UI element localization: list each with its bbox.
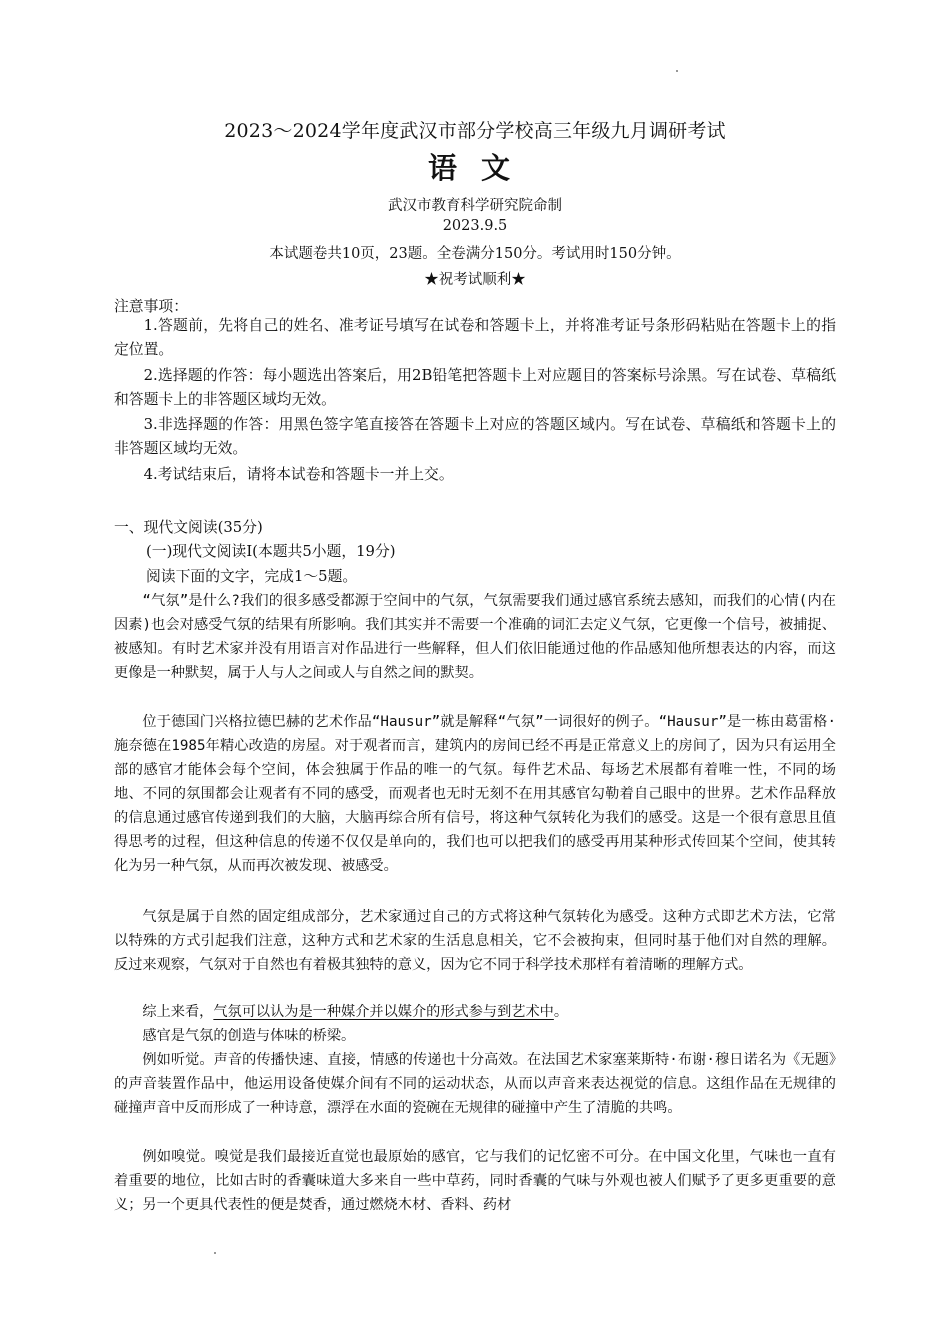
passage-paragraph: 位于德国门兴格拉德巴赫的艺术作品“Hausur”就是解释“气氛”一词很好的例子。“Hausur”是一栋由葛雷格·施奈德在1985年精心改造的房屋。对于观者而言，建筑内的房间已经不再是正常意义上的房间了，因为只有运用全部的感官才能体会每个空间，体会独属于作品的唯一的气氛。每件艺术品、每场艺术展都有着唯一性，不同的场地、不同的氛围都会让观者有不同的感受，而观者也无时无刻不在用其感官勾勒着自己眼中的世界。艺术作品释放的信息通过感官传递到我们的大脑，大脑再综合所有信号，将这种气氛转化为我们的感受。这是一个很有意思且值得思考的过程，但这种信息的传递不仅仅是单向的，我们也可以把我们的感受再用某种形式传回某个空间，使其转化为另一种气氛，从而再次被发现、被感受。 <box>114 714 836 874</box>
passage-paragraph: “气氛”是什么?我们的很多感受都源于空间中的气氛，气氛需要我们通过感官系统去感知，而我们的心情(内在因素)也会对感受气氛的结果有所影响。我们其实并不需要一个准确的词汇去定义气氛，它更像一个信号，被捕捉、被感知。有时艺术家并没有用语言对作品进行一些解释，但人们依旧能通过他的作品感知他所想表达的内容，而这更像是一种默契，属于人与人之间或人与自然之间的默契。 <box>114 593 836 681</box>
content-block <box>114 292 836 1213</box>
passage-paragraph: 气氛是属于自然的固定组成部分，艺术家通过自己的方式将这种气氛转化为感受。这种方式即艺术方法，它常以特殊的方式引起我们注意，这种方式和艺术家的生活息息相关，它不会被拘束，但同时基于他们对自然的理解。反过来观察，气氛对于自然也有着极其独特的意义，因为它不同于科学技术那样有着清晰的理解方式。 <box>114 909 836 973</box>
exam-title: 2023～2024学年度武汉市部分学校高三年级九月调研考试 <box>224 120 726 142</box>
passage-paragraph <box>114 1000 836 1024</box>
exam-info: 本试题卷共10页，23题。全卷满分150分。考试用时150分钟。 <box>269 246 681 262</box>
passage-paragraph: 感官是气氛的创造与体味的桥梁。 <box>142 1028 356 1044</box>
summary-prefix: 综上来看， <box>142 1004 214 1020</box>
note-item: 2.选择题的作答：每小题选出答案后，用2B铅笔把答题卡上对应题目的答案标号涂黑。写在试卷、草稿纸和答题卡上的非答题区域均无效。 <box>114 367 836 408</box>
passage-paragraph: 例如嗅觉。嗅觉是我们最接近直觉也最原始的感官，它与我们的记忆密不可分。在中国文化里，气味也一直有着重要的地位，比如古时的香囊味道大多来自一些中草药，同时香囊的气味与外观也被人们赋予了更多更重要的意义；另一个更具代表性的便是焚香，通过燃烧木材、香料、药材 <box>114 1149 836 1213</box>
subject-title: 语文 <box>427 151 534 185</box>
exam-date: 2023.9.5 <box>442 218 508 234</box>
subsection-heading: (一)现代文阅读I(本题共5小题，19分) <box>146 543 396 560</box>
note-item: 3.非选择题的作答：用黑色签字笔直接答在答题卡上对应的答题区域内。写在试卷、草稿纸和答题卡上的非答题区域均无效。 <box>114 416 836 457</box>
scan-dot <box>214 1252 216 1254</box>
note-item: 4.考试结束后，请将本试卷和答题卡一并上交。 <box>143 466 454 483</box>
passage-paragraph: 例如听觉。声音的传播快速、直接，情感的传递也十分高效。在法国艺术家塞莱斯特·布谢·穆日诺名为《无题》的声音装置作品中，他运用设备使媒介间有不同的运动状态，从而以声音来表达视觉的信息。这组作品在无规律的碰撞声音中反而形成了一种诗意，漂浮在水面的瓷碗在无规律的碰撞中产生了清脆的共鸣。 <box>114 1052 836 1116</box>
underlined-sentence: 气氛可以认为是一种媒介并以媒介的形式参与到艺术中 <box>213 1004 554 1020</box>
reading-instruction: 阅读下面的文字，完成1～5题。 <box>146 568 358 585</box>
note-item: 1.答题前，先将自己的姓名、准考证号填写在试卷和答题卡上，并将准考证号条形码粘贴在答题卡上的指定位置。 <box>114 317 836 358</box>
good-luck-line: ★祝考试顺利★ <box>424 272 526 288</box>
scan-dot <box>676 70 678 72</box>
section-heading: 一、现代文阅读(35分) <box>114 519 263 536</box>
summary-suffix: 。 <box>553 1004 569 1020</box>
issuer-line: 武汉市教育科学研究院命制 <box>388 198 562 214</box>
notes-heading: 注意事项： <box>114 298 188 315</box>
